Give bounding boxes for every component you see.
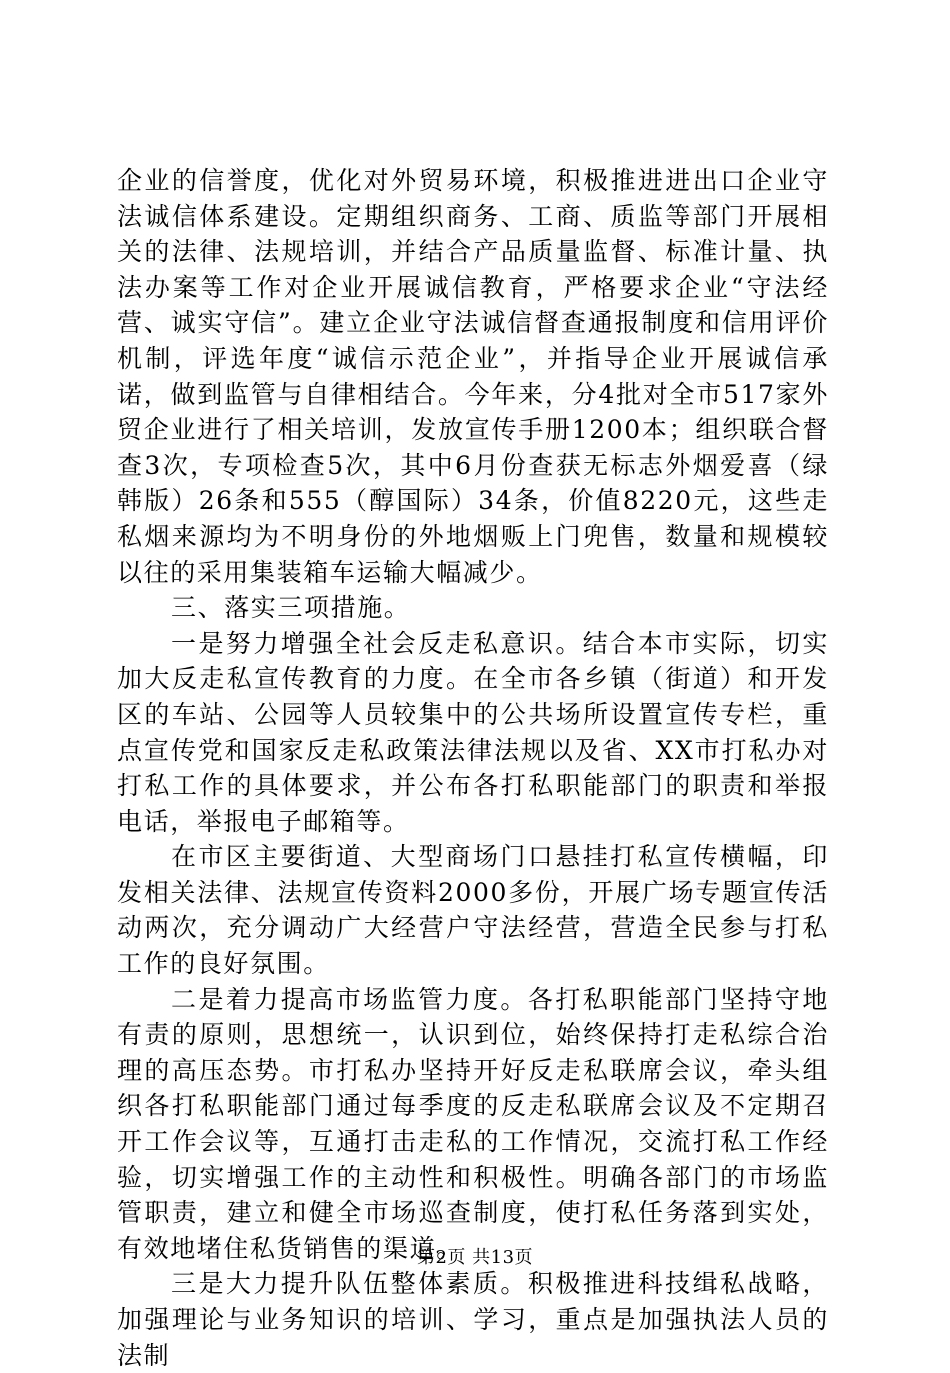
document-body xyxy=(117,163,829,1373)
paragraph-3: 一是努力增强全社会反走私意识。结合本市实际，切实加大反走私宣传教育的力度。在全市各乡镇（街道）和开发区的车站、公园等人员较集中的公共场所设置宣传专栏，重点宣传党和国家反走私政策法律法规以及省、XX市打私办对打私工作的具体要求，并公布各打私职能部门的职责和举报电话，举报电子邮箱等。 xyxy=(117,628,829,836)
paragraph-6: 三是大力提升队伍整体素质。积极推进科技缉私战略，加强理论与业务知识的培训、学习，重点是加强执法人员的法制 xyxy=(117,1269,829,1370)
paragraph-2-section-heading: 三、落实三项措施。 xyxy=(171,593,411,623)
page-number-footer: 第2页 共13页 xyxy=(416,1247,534,1268)
paragraph-5: 二是着力提高市场监管力度。各打私职能部门坚持守地有责的原则，思想统一，认识到位，始终保持打走私综合治理的高压态势。市打私办坚持开好反走私联席会议，牵头组织各打私职能部门通过每季度的反走私联席会议及不定期召开工作会议等，互通打击走私的工作情况，交流打私工作经验，切实增强工作的主动性和积极性。明确各部门的市场监管职责，建立和健全市场巡查制度，使打私任务落到实处，有效地堵住私货销售的渠道。 xyxy=(117,984,829,1263)
paragraph-1: 企业的信誉度，优化对外贸易环境，积极推进进出口企业守法诚信体系建设。定期组织商务、工商、质监等部门开展相关的法律、法规培训，并结合产品质量监督、标准计量、执法办案等工作对企业开展诚信教育，严格要求企业“守法经营、诚实守信”。建立企业守法诚信督查通报制度和信用评价机制，评选年度“诚信示范企业”，并指导企业开展诚信承诺，做到监管与自律相结合。今年来，分4批对全市517家外贸企业进行了相关培训，发放宣传手册1200本；组织联合督查3次，专项检查5次，其中6月份查获无标志外烟爱喜（绿韩版）26条和555（醇国际）34条，价值8220元，这些走私烟来源均为不明身份的外地烟贩上门兜售，数量和规模较以往的采用集装箱车运输大幅减少。 xyxy=(117,166,829,587)
paragraph-4: 在市区主要街道、大型商场门口悬挂打私宣传横幅，印发相关法律、法规宣传资料2000多份，开展广场专题宣传活动两次，充分调动广大经营户守法经营，营造全民参与打私工作的良好氛围。 xyxy=(117,842,829,979)
